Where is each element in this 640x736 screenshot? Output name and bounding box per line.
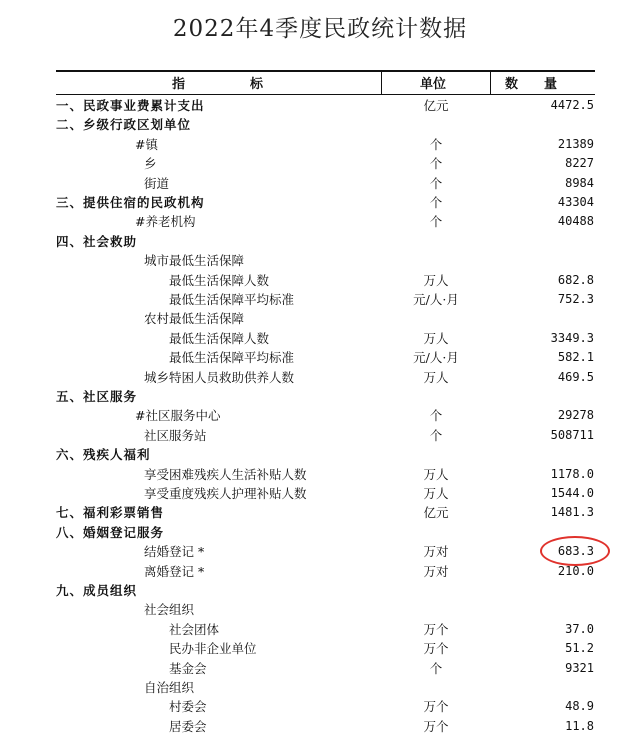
table-row xyxy=(56,620,595,639)
row-unit: 万个 xyxy=(423,641,449,657)
row-label: 街道 xyxy=(144,175,170,191)
row-unit: 万人 xyxy=(423,272,449,288)
row-label: 民办非企业单位 xyxy=(169,641,257,657)
table-row xyxy=(56,193,595,212)
row-unit: 亿元 xyxy=(423,505,449,521)
row-label: 城乡特困人员救助供养人数 xyxy=(144,369,295,385)
table-row xyxy=(56,348,595,367)
table-row xyxy=(56,445,595,464)
table-row xyxy=(56,290,595,309)
row-value: 48.9 xyxy=(565,699,594,714)
row-unit: 个 xyxy=(429,408,443,424)
row-label: 社会团体 xyxy=(169,621,220,637)
table-row xyxy=(56,96,595,115)
table-row xyxy=(56,271,595,290)
header-indicator: 指 标 xyxy=(172,77,264,92)
row-label: 六、残疾人福利 xyxy=(56,447,151,463)
row-unit: 个 xyxy=(429,427,443,443)
row-label: 三、提供住宿的民政机构 xyxy=(56,195,205,210)
row-value: 508711 xyxy=(550,427,594,442)
row-label: 八、婚姻登记服务 xyxy=(56,524,165,540)
row-label: #社区服务中心 xyxy=(135,408,221,424)
row-label: 四、社会救助 xyxy=(56,233,138,249)
table-row xyxy=(56,212,595,231)
row-label: 享受困难残疾人生活补贴人数 xyxy=(144,466,307,482)
table-row xyxy=(56,717,595,736)
row-label: 享受重度残疾人护理补贴人数 xyxy=(144,486,307,501)
row-value: 8984 xyxy=(565,175,594,190)
row-label: 最低生活保障人数 xyxy=(169,272,270,288)
row-unit: 万个 xyxy=(423,621,449,637)
row-label: 九、成员组织 xyxy=(56,583,138,598)
row-label: 七、福利彩票销售 xyxy=(56,505,165,521)
row-label: 村委会 xyxy=(169,699,207,715)
table-row xyxy=(56,697,595,716)
row-label: 基金会 xyxy=(169,660,207,676)
row-unit: 个 xyxy=(429,175,443,191)
header-divider-1 xyxy=(381,70,382,94)
row-unit: 万对 xyxy=(423,563,449,579)
row-label: 最低生活保障人数 xyxy=(169,330,270,346)
table-row xyxy=(56,232,595,251)
row-label: 农村最低生活保障 xyxy=(144,311,245,327)
row-label: 一、民政事业费累计支出 xyxy=(56,98,205,113)
table-row xyxy=(56,406,595,425)
table-row xyxy=(56,115,595,134)
row-value: 582.1 xyxy=(557,350,594,365)
row-value: 1481.3 xyxy=(550,505,594,520)
row-label: 最低生活保障平均标准 xyxy=(169,292,295,307)
row-label: 最低生活保障平均标准 xyxy=(169,350,295,366)
header-unit: 单位 xyxy=(420,77,447,92)
row-value: 9321 xyxy=(565,660,594,675)
row-unit: 个 xyxy=(429,660,443,676)
row-unit: 个 xyxy=(429,195,443,210)
row-value: 8227 xyxy=(565,156,594,171)
row-label: 乡 xyxy=(144,156,157,172)
table-row xyxy=(56,135,595,154)
row-value: 43304 xyxy=(557,195,594,209)
row-unit: 万对 xyxy=(423,544,449,560)
header-amount: 数 量 xyxy=(505,77,558,92)
row-unit: 个 xyxy=(429,214,443,230)
table-header-rule xyxy=(56,94,595,95)
row-unit: 万个 xyxy=(423,718,449,734)
table-row xyxy=(56,639,595,658)
row-value: 1178.0 xyxy=(550,466,594,481)
table-row xyxy=(56,174,595,193)
highlight-circle xyxy=(540,536,610,566)
row-unit: 元/人·月 xyxy=(413,292,459,307)
row-unit: 万人 xyxy=(423,330,449,346)
table-row xyxy=(56,484,595,503)
row-unit: 万人 xyxy=(423,466,449,482)
row-unit: 万个 xyxy=(423,699,449,715)
row-label: 自治组织 xyxy=(144,680,195,695)
row-label: 社区服务站 xyxy=(144,427,207,443)
table-row xyxy=(56,309,595,328)
table-row xyxy=(56,542,595,561)
row-value: 1544.0 xyxy=(550,486,594,500)
table-row xyxy=(56,387,595,406)
row-value: 3349.3 xyxy=(550,330,594,345)
row-value: 682.8 xyxy=(557,272,594,287)
row-unit: 元/人·月 xyxy=(413,350,459,366)
row-value: 40488 xyxy=(557,214,594,229)
table-row xyxy=(56,503,595,522)
row-value: 752.3 xyxy=(557,292,594,306)
row-label: 离婚登记 * xyxy=(144,563,205,579)
table-row xyxy=(56,600,595,619)
row-value: 683.3 xyxy=(557,544,594,559)
row-label: #养老机构 xyxy=(135,214,196,230)
table-row xyxy=(56,562,595,581)
table-row xyxy=(56,465,595,484)
table-row xyxy=(56,581,595,600)
table-row xyxy=(56,426,595,445)
table-row xyxy=(56,368,595,387)
table-top-rule xyxy=(56,70,595,72)
row-label: 二、乡级行政区划单位 xyxy=(56,117,192,133)
row-value: 469.5 xyxy=(557,369,594,384)
row-unit: 亿元 xyxy=(423,98,449,113)
row-value: 51.2 xyxy=(565,641,594,656)
row-label: 城市最低生活保障 xyxy=(144,253,245,269)
row-value: 37.0 xyxy=(565,621,594,636)
row-unit: 个 xyxy=(429,136,443,152)
table-row xyxy=(56,523,595,542)
row-value: 21389 xyxy=(557,136,594,151)
row-value: 4472.5 xyxy=(550,98,594,112)
row-value: 210.0 xyxy=(557,563,594,578)
table-row xyxy=(56,251,595,270)
row-label: 居委会 xyxy=(169,718,207,734)
row-label: 五、社区服务 xyxy=(56,389,138,404)
row-unit: 万人 xyxy=(423,486,449,501)
table-row xyxy=(56,154,595,173)
row-label: 结婚登记 * xyxy=(144,544,205,560)
header-divider-2 xyxy=(490,70,491,94)
row-unit: 个 xyxy=(429,156,443,172)
row-label: #镇 xyxy=(135,136,158,152)
row-unit: 万人 xyxy=(423,369,449,385)
page-title: 2022年4季度民政统计数据 xyxy=(172,16,468,42)
row-value: 29278 xyxy=(557,408,594,423)
table-row xyxy=(56,329,595,348)
row-value: 11.8 xyxy=(565,718,594,733)
table-row xyxy=(56,678,595,697)
table-row xyxy=(56,659,595,678)
row-label: 社会组织 xyxy=(144,602,195,618)
